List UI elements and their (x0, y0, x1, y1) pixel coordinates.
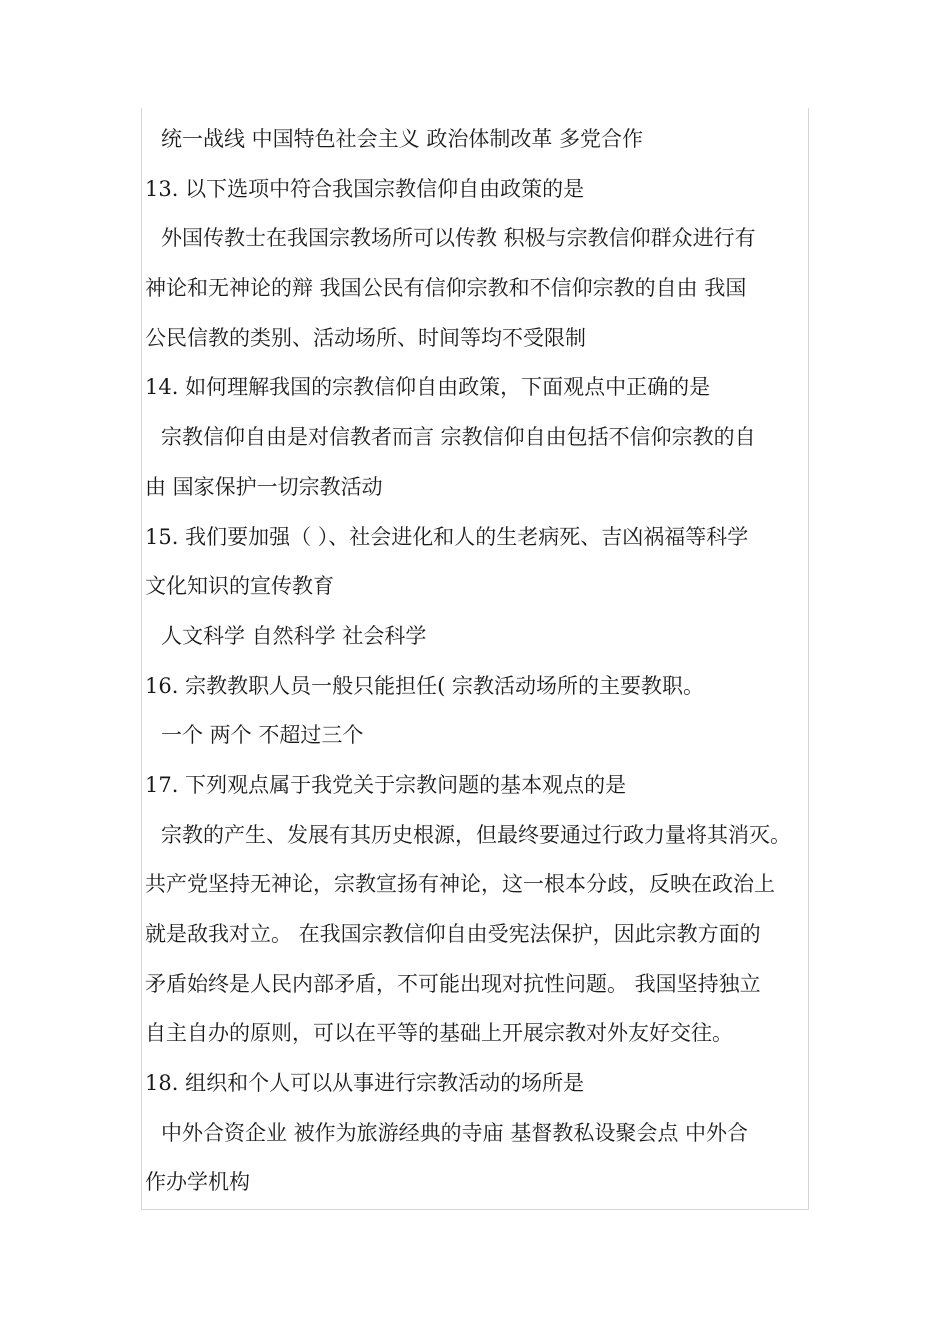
text-line: 作办学机构 (145, 1170, 250, 1195)
question-13: 13. 以下选项中符合我国宗教信仰自由政策的是 (145, 176, 585, 201)
text-line: 共产党坚持无神论，宗教宣扬有神论，这一根本分歧，反映在政治上 (145, 872, 775, 897)
question-14: 14. 如何理解我国的宗教信仰自由政策，下面观点中正确的是 (145, 375, 711, 400)
text-line: 宗教信仰自由是对信教者而言 宗教信仰自由包括不信仰宗教的自 (161, 425, 756, 450)
question-15: 15. 我们要加强（ ）、社会进化和人的生老病死、吉凶祸福等科学 (145, 524, 749, 549)
text-line: 就是敌我对立。 在我国宗教信仰自由受宪法保护，因此宗教方面的 (145, 922, 761, 946)
question-17: 17. 下列观点属于我党关于宗教问题的基本观点的是 (145, 772, 627, 797)
text-line: 文化知识的宣传教育 (145, 574, 334, 599)
text-line: 矛盾始终是人民内部矛盾，不可能出现对抗性问题。 我国坚持独立 (145, 971, 761, 996)
text-line: 神论和无神论的辩 我国公民有信仰宗教和不信仰宗教的自由 我国 (145, 276, 747, 301)
text-line: 人文科学 自然科学 社会科学 (161, 623, 427, 648)
document-body (145, 115, 809, 1208)
text-line: 宗教的产生、发展有其历史根源，但最终要通过行政力量将其消灭。 (161, 822, 791, 847)
question-16: 16. 宗教教职人员一般只能担任( 宗教活动场所的主要教职。 (145, 673, 704, 698)
text-line: 由 国家保护一切宗教活动 (145, 474, 383, 499)
text-line: 中外合资企业 被作为旅游经典的寺庙 基督教私设聚会点 中外合 (161, 1120, 749, 1145)
text-line: 公民信教的类别、活动场所、时间等均不受限制 (145, 325, 586, 350)
text-line: 自主自办的原则，可以在平等的基础上开展宗教对外友好交往。 (145, 1021, 733, 1046)
text-line: 外国传教士在我国宗教场所可以传教 积极与宗教信仰群众进行有 (161, 226, 756, 251)
question-18: 18. 组织和个人可以从事进行宗教活动的场所是 (145, 1071, 585, 1096)
text-line: 统一战线 中国特色社会主义 政治体制改革 多党合作 (161, 127, 644, 151)
text-line: 一个 两个 不超过三个 (161, 723, 364, 748)
